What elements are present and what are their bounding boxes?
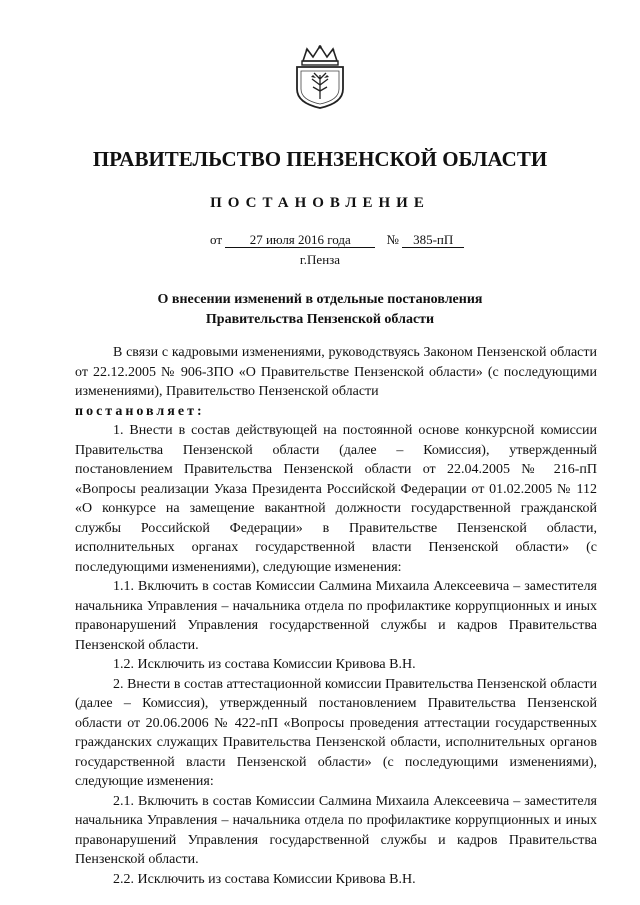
document-body [75, 343, 597, 889]
intro-paragraph: В связи с кадровыми изменениями, руководствуясь Законом Пензенской области от 22.12.2005 № 906-ЗПО «О Правительстве Пензенской области» (с последующими изменениями), Правительство Пензенской области [75, 345, 597, 399]
paragraph-1: 1. Внести в состав действующей на постоянной основе конкурсной комиссии Правительства Пензенской области (далее – Комиссия), утвержденный постановлением Правительства Пензенской области от 22.04.2005 № 216-пП «Вопросы реализации Указа Президента Российской Федерации от 01.02.2005 № 112 «О конкурсе на замещение вакантной должности государственной гражданской службы Российской Федерации» в Правительстве Пензенской области, исполнительных органах государственной власти Пензенской области» (с последующими изменениями), следующие изменения: [75, 423, 597, 575]
decree-word-text: постановляет: [75, 403, 205, 419]
paragraph-2: 2. Внести в состав аттестационной комиссии Правительства Пензенской области (далее – Комиссия), утвержденный постановлением Правительства Пензенской области от 20.06.2006 № 422-пП «Вопросы проведения аттестации государственных гражданских служащих Правительства Пензенской области, исполнительных органов государственной власти Пензенской области» (с последующими изменениями), следующие изменения: [75, 676, 597, 789]
date-number-line [210, 232, 464, 248]
document-date: 27 июля 2016 года [225, 233, 375, 248]
subject-line-2: Правительства Пензенской области [205, 312, 435, 327]
subject-line-1: О внесении изменений в отдельные постановления [157, 292, 483, 307]
number-prefix: № [386, 232, 399, 247]
date-prefix: от [210, 232, 223, 247]
decree-word [75, 402, 597, 422]
penza-coat-of-arms-icon [293, 45, 347, 109]
document-city: г.Пенза [299, 252, 341, 267]
paragraph-2-1: 2.1. Включить в состав Комиссии Салмина Михаила Алексеевича – заместителя начальника Управления – начальника отдела по профилактике коррупционных и иных правонарушений Управления государственной службы и кадров Правительства Пензенской области. [75, 793, 597, 867]
document-subject [0, 290, 640, 330]
government-title: ПРАВИТЕЛЬСТВО ПЕНЗЕНСКОЙ ОБЛАСТИ [92, 147, 548, 171]
document-number: 385-пП [402, 233, 464, 248]
paragraph-2-2: 2.2. Исключить из состава Комиссии Кривова В.Н. [113, 871, 416, 887]
document-type: ПОСТАНОВЛЕНИЕ [210, 195, 430, 211]
paragraph-1-2: 1.2. Исключить из состава Комиссии Кривова В.Н. [113, 657, 416, 672]
paragraph-1-1: 1.1. Включить в состав Комиссии Салмина Михаила Алексеевича – заместителя начальника Управления – начальника отдела по профилактике коррупционных и иных правонарушений Управления государственной службы и кадров Правительства Пензенской области. [75, 579, 597, 653]
